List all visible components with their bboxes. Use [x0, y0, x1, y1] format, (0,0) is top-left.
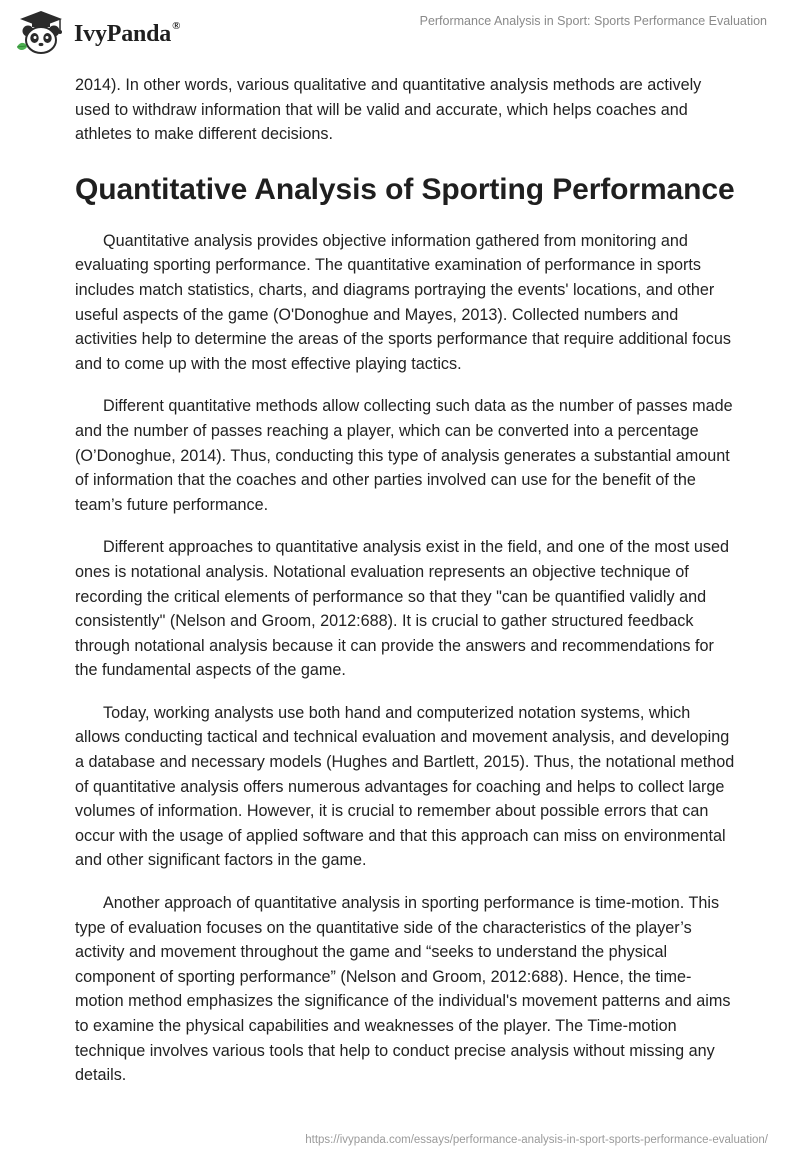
- section-heading: Quantitative Analysis of Sporting Performance: [75, 172, 735, 206]
- ivypanda-logo[interactable]: [14, 9, 180, 57]
- panda-graduate-icon: [14, 9, 68, 57]
- continued-paragraph: 2014). In other words, various qualitative and quantitative analysis methods are actively used to withdraw information that will be valid and accurate, which helps coaches and athletes to make different decisions.: [75, 76, 702, 144]
- paragraph-2: Different quantitative methods allow collecting such data as the number of passes made and the number of passes reaching a player, which can be converted into a percentage (O’Donoghue, 2014). Thus, conducting this type of analysis generates a substantial amount of information that the coaches and other parties involved can use for the benefit of the team’s future performance.: [75, 397, 733, 514]
- paragraph-1: Quantitative analysis provides objective information gathered from monitoring and evaluating sporting performance. The quantitative examination of performance in sports includes match statistics, charts, and diagrams portraying the events' locations, and other useful aspects of the game (O'Donoghue and Mayes, 2013). Collected numbers and activities help to determine the areas of the sports performance that require additional focus and to come up with the most effective playing tactics.: [75, 231, 731, 373]
- paragraph-3: Different approaches to quantitative analysis exist in the field, and one of the most used ones is notational analysis. Notational evaluation represents an objective technique of recording the critical elements of performance so that they "can be quantified validly and consistently" (Nelson and Groom, 2012:688). It is crucial to gather structured feedback through notational analysis because it can provide the answers and recommendations for the fundamental aspects of the game.: [75, 538, 730, 680]
- article-body: [75, 70, 735, 1088]
- paragraph-4: Today, working analysts use both hand and computerized notation systems, which allows conducting tactical and technical evaluation and movement analysis, and developing a database and necessary models (Hughes and Bartlett, 2015). Thus, the notational method of quantitative analysis offers numerous advantages for coaching and helps to collect large volumes of information. However, it is crucial to remember about possible errors that can occur with the usage of applied software and that this approach can miss on environmental and other significant factors in the game.: [75, 703, 735, 870]
- brand-name: IvyPanda®: [74, 20, 181, 47]
- source-url[interactable]: https://ivypanda.com/essays/performance-analysis-in-sport-sports-performance-evaluation/: [305, 1134, 768, 1146]
- document-title: Performance Analysis in Sport: Sports Performance Evaluation: [419, 14, 767, 28]
- page-header: [0, 0, 800, 70]
- paragraph-5: Another approach of quantitative analysis in sporting performance is time-motion. This type of evaluation focuses on the quantitative side of the characteristics of the player’s activity and movement throughout the game and “seeks to understand the physical component of sporting performance” (Nelson and Groom, 2012:688). Hence, the time-motion method emphasizes the significance of the individual's movement patterns and aims to examine the physical capabilities and weaknesses of the player. The Time-motion technique involves various tools that help to conduct precise analysis without missing any details.: [75, 894, 731, 1085]
